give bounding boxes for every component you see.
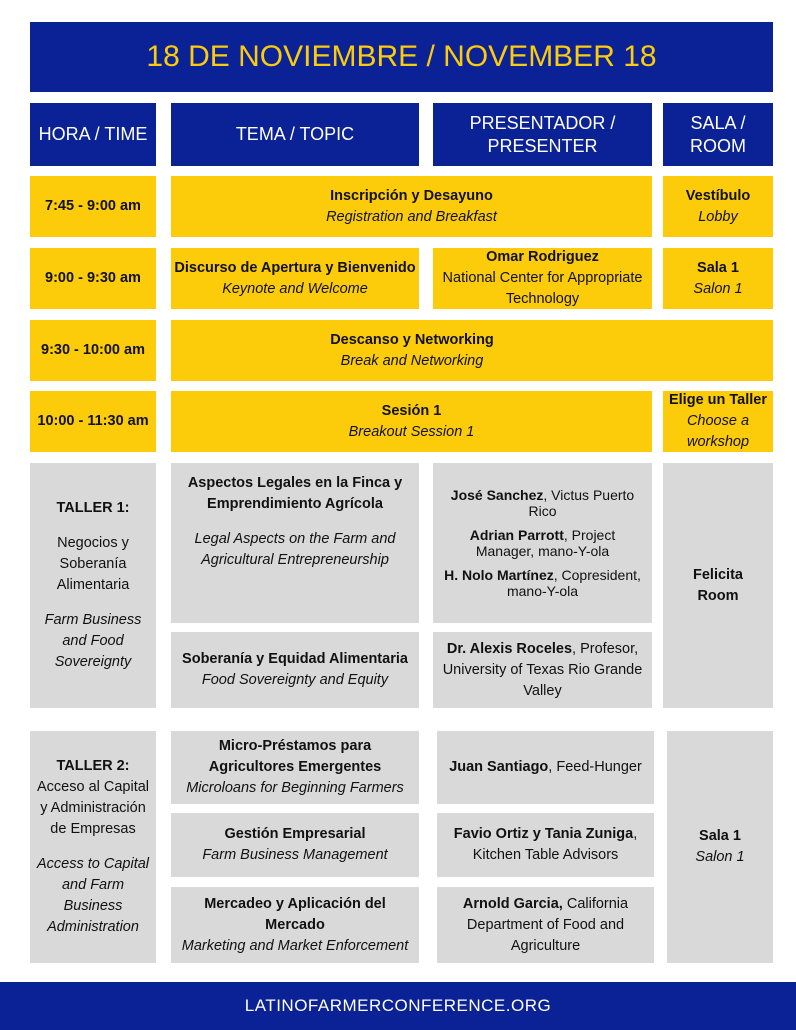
taller2-topic-marketing: Mercadeo y Aplicación del Mercado Marketing and Market Enforcement (171, 887, 419, 963)
page-title: 18 DE NOVIEMBRE / NOVEMBER 18 (146, 40, 657, 73)
taller1-presenter-sovereignty: Dr. Alexis Roceles, Profesor, University of Texas Rio Grande Valley (433, 632, 652, 708)
taller2-presenter-management: Favio Ortiz y Tania Zuniga, Kitchen Table Advisors (437, 813, 654, 877)
taller1-presenters-legal: José Sanchez, Victus Puerto Rico Adrian Parrott, Project Manager, mano-Y-ola H. Nolo Martínez, Copresident, mano-Y-ola (433, 463, 652, 623)
topic-session1: Sesión 1 Breakout Session 1 (171, 391, 652, 452)
taller2-presenter-microloans: Juan Santiago, Feed-Hunger (437, 731, 654, 804)
presenter-keynote: Omar Rodriguez National Center for Appropriate Technology (433, 248, 652, 309)
header-presenter: PRESENTADOR / PRESENTER (433, 103, 652, 166)
topic-keynote: Discurso de Apertura y Bienvenido Keynote and Welcome (171, 248, 419, 309)
time-keynote: 9:00 - 9:30 am (30, 248, 156, 309)
taller1-topic-sovereignty: Soberanía y Equidad Alimentaria Food Sovereignty and Equity (171, 632, 419, 708)
topic-registration: Inscripción y Desayuno Registration and Breakfast (171, 176, 652, 237)
room-keynote: Sala 1 Salon 1 (663, 248, 773, 309)
taller1-topic-legal: Aspectos Legales en la Finca y Emprendimiento Agrícola Legal Aspects on the Farm and Agricultural Entrepreneurship (171, 463, 419, 623)
taller1-label: TALLER 1: Negocios y Soberanía Alimentaria Farm Business and Food Sovereignty (30, 463, 156, 708)
taller2-topic-microloans: Micro-Préstamos para Agricultores Emergentes Microloans for Beginning Farmers (171, 731, 419, 804)
footer-website-link[interactable]: LATINOFARMERCONFERENCE.ORG (244, 996, 552, 1015)
topic-break: Descanso y Networking Break and Networking (171, 320, 773, 381)
taller2-presenter-marketing: Arnold Garcia, California Department of Food and Agriculture (437, 887, 654, 963)
page-title-banner (30, 22, 773, 92)
header-time: HORA / TIME (30, 103, 156, 166)
footer-bar (0, 982, 796, 1030)
room-session1: Elige un Taller Choose a workshop (663, 391, 773, 452)
time-session1: 10:00 - 11:30 am (30, 391, 156, 452)
time-registration: 7:45 - 9:00 am (30, 176, 156, 237)
taller2-room: Sala 1 Salon 1 (667, 731, 773, 963)
header-topic: TEMA / TOPIC (171, 103, 419, 166)
header-room: SALA / ROOM (663, 103, 773, 166)
taller2-label: TALLER 2: Acceso al Capital y Administración de Empresas Access to Capital and Farm Business Administration (30, 731, 156, 963)
taller1-room: Felicita Room (663, 463, 773, 708)
time-break: 9:30 - 10:00 am (30, 320, 156, 381)
taller2-topic-management: Gestión Empresarial Farm Business Management (171, 813, 419, 877)
room-registration: Vestíbulo Lobby (663, 176, 773, 237)
